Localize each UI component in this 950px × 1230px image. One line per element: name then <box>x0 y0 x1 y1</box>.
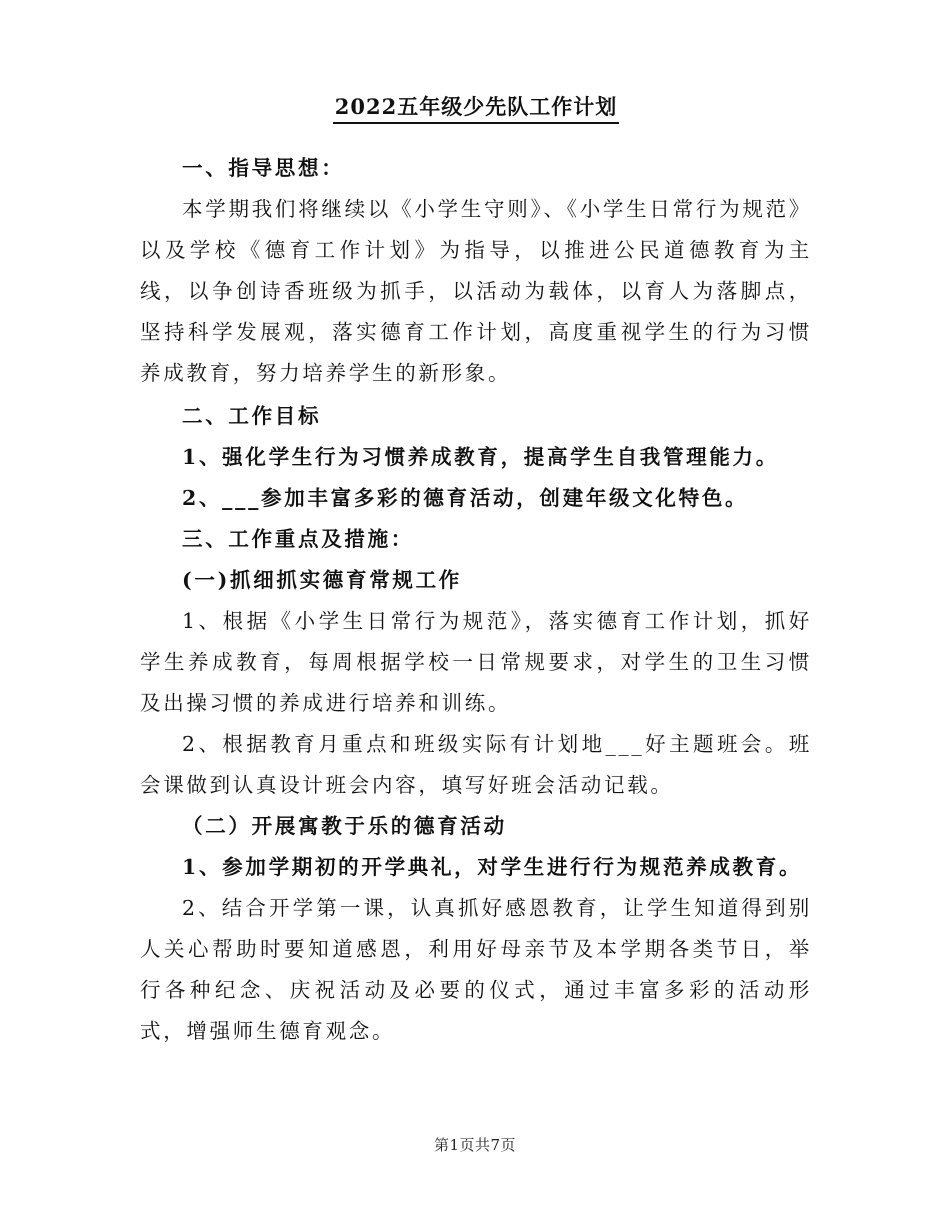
goal-item-1: 1、强化学生行为习惯养成教育，提高学生自我管理能力。 <box>182 445 779 469</box>
activity-item-1: 1、参加学期初的开学典礼，对学生进行行为规范养成教育。 <box>182 855 803 879</box>
paragraph-guiding-ideology: 本学期我们将继续以《小学生守则》、《小学生日常行为规范》以及学校《德育工作计划》为指导，以推进公民道德教育为主线，以争创诗香班级为抓手，以活动为载体，以育人为落脚点，坚持科学发展观，落实德育工作计划，高度重视学生的行为习惯养成教育，努力培养学生的新形象。 <box>140 197 812 385</box>
section-heading-guiding-ideology: 一、指导思想： <box>182 156 345 180</box>
section-heading-work-goals: 二、工作目标 <box>182 404 322 428</box>
subsection-heading-routine-work: (一)抓细抓实德育常规工作 <box>182 568 462 592</box>
document-body <box>140 92 812 1052</box>
section-heading-key-measures: 三、工作重点及措施： <box>182 527 414 551</box>
goal-item-2: 2、___参加丰富多彩的德育活动，创建年级文化特色。 <box>182 486 749 510</box>
document-title <box>140 92 812 122</box>
paragraph-routine-item-2: 2、根据教育月重点和班级实际有计划地___好主题班会。班会课做到认真设计班会内容，填写好班会活动记载。 <box>140 732 812 797</box>
paragraph-activity-item-2: 2、结合开学第一课，认真抓好感恩教育，让学生知道得到别人关心帮助时要知道感恩，利用好母亲节及本学期各类节日，举行各种纪念、庆祝活动及必要的仪式，通过丰富多彩的活动形式，增强师生德育观念。 <box>140 896 812 1043</box>
subsection-heading-activities: （二）开展寓教于乐的德育活动 <box>182 814 507 838</box>
paragraph-routine-item-1: 1、根据《小学生日常行为规范》，落实德育工作计划，抓好学生养成教育，每周根据学校一日常规要求，对学生的卫生习惯及出操习惯的养成进行培养和训练。 <box>140 609 812 715</box>
document-title-text: 2022五年级少先队工作计划 <box>333 92 619 124</box>
page-number-footer: 第1页共7页 <box>433 1136 517 1154</box>
